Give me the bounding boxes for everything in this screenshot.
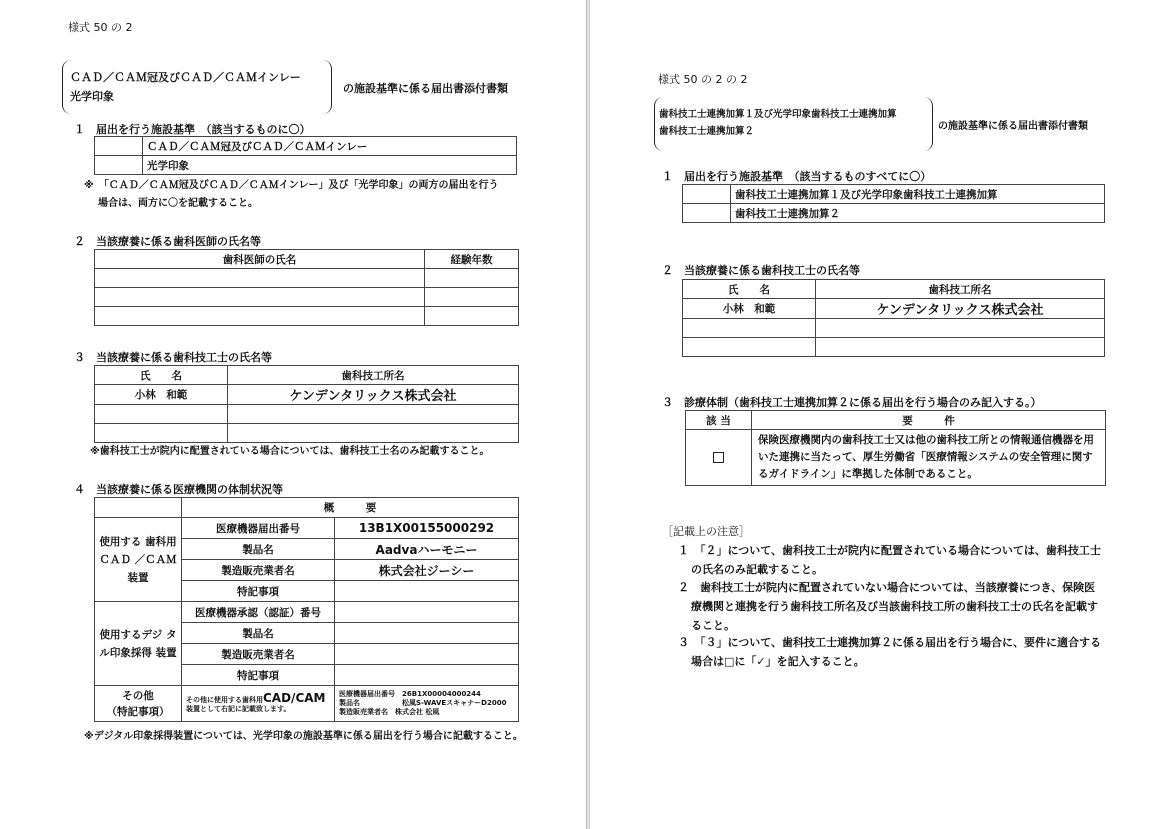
- notes-heading: ［記載上の注意］: [662, 525, 750, 538]
- s4-other-label: [95, 686, 182, 722]
- s4-label: 製造販売業者名: [182, 560, 335, 581]
- s3-header-name: 氏 名: [95, 366, 228, 385]
- s2-header-name: 氏 名: [683, 280, 816, 299]
- s3-lab-name: ケンデンタリックス株式会社: [228, 385, 519, 405]
- s3-technician-name: 小林 和範: [95, 385, 228, 405]
- s4-other-label2: （特記事項）: [106, 705, 170, 718]
- s4-value[interactable]: [335, 665, 519, 686]
- s3-table: [94, 365, 519, 443]
- s4-value[interactable]: [335, 623, 519, 644]
- note-2-text: ２ 歯科技工士が院内に配置されていない場合については、当該療養につき、保険医療機関と連携を行う歯科技工所名及び当該歯科技工所の歯科技工士の氏名を記載すること。: [678, 581, 1098, 632]
- table-cell[interactable]: [816, 319, 1105, 338]
- s4-other-mid-prefix: その他に使用する歯科用: [186, 695, 263, 704]
- s4-other-right-line2: 製品名 松風S-WAVEスキャナーD2000: [339, 699, 507, 707]
- s3-header-applicable: 該 当: [686, 411, 752, 430]
- s4-header: 概 要: [182, 498, 519, 518]
- s4-label: 医療機器届出番号: [182, 518, 335, 539]
- note-3: [678, 633, 1106, 671]
- s1-row-addition2: 歯科技工士連携加算２: [731, 204, 1105, 223]
- s3-note: ※歯科技工士が院内に配置されている場合については、歯科技工士名のみ記載すること。: [90, 446, 490, 457]
- title-suffix: の施設基準に係る届出書添付書類: [343, 82, 508, 95]
- checkbox-icon[interactable]: [713, 452, 724, 463]
- s4-label: 特記事項: [182, 581, 335, 602]
- table-cell[interactable]: [95, 307, 425, 326]
- s4-other-mid-line2: 装置として右記に記載致します。: [186, 704, 291, 713]
- note-3-text: ３ 「３」について、歯科技工士連携加算２に係る届出を行う場合に、要件に適合する場合は□に「✓」を記入すること。: [678, 636, 1102, 668]
- s4-heading: ４ 当該療養に係る医療機関の体制状況等: [74, 483, 283, 496]
- s3-header-lab: 歯科技工所名: [228, 366, 519, 385]
- table-cell[interactable]: [228, 405, 519, 424]
- s4-value[interactable]: [335, 602, 519, 623]
- note-1-text: １ 「２」について、歯科技工士が院内に配置されている場合については、歯科技工士の氏名のみ記載すること。: [678, 544, 1101, 576]
- title-suffix: の施設基準に係る届出書添付書類: [938, 121, 1088, 132]
- s3-table: [685, 410, 1106, 486]
- table-cell[interactable]: [95, 269, 425, 288]
- s4-other-mid: [182, 686, 335, 722]
- s4-other-right: [335, 686, 519, 722]
- s4-group-cadcam: 使用する 歯科用ＣＡＤ ／ＣＡＭ装置: [95, 518, 182, 602]
- s2-header-years: 経験年数: [425, 250, 519, 269]
- s1-table: [682, 184, 1105, 223]
- s4-value[interactable]: [335, 644, 519, 665]
- s2-heading: ２ 当該療養に係る歯科医師の氏名等: [74, 235, 261, 248]
- s1-check-cell[interactable]: [95, 137, 143, 156]
- note-2: [678, 578, 1106, 635]
- s3-heading: ３ 診療体制（歯科技工士連携加算２に係る届出を行う場合のみ記入する。）: [662, 396, 1042, 409]
- table-cell[interactable]: [228, 424, 519, 443]
- s2-heading: ２ 当該療養に係る歯科技工士の氏名等: [662, 264, 860, 277]
- s4-table: [94, 497, 519, 722]
- s1-check-cell[interactable]: [683, 185, 731, 204]
- s2-table: [94, 249, 519, 326]
- s4-note: ※デジタル印象採得装置については、光学印象の施設基準に係る届出を行う場合に記載すること。: [84, 731, 523, 742]
- s2-technician-name: 小林 和範: [683, 299, 816, 319]
- s3-header-requirement: 要 件: [752, 411, 1106, 430]
- s4-value: 13B1X00155000292: [335, 518, 519, 539]
- title-bracket-line1: ＣＡＤ／ＣＡＭ冠及びＣＡＤ／ＣＡＭインレー: [70, 71, 301, 84]
- note-1: [678, 541, 1106, 579]
- s1-row-optical: 光学印象: [143, 156, 517, 175]
- form-number: 様式 50 の 2: [68, 21, 133, 34]
- s4-label: 特記事項: [182, 665, 335, 686]
- s4-value: Aadvaハーモニー: [335, 539, 519, 560]
- title-bracket-line1: 歯科技工士連携加算１及び光学印象歯科技工士連携加算: [659, 109, 897, 120]
- s2-header-name: 歯科医師の氏名: [95, 250, 425, 269]
- table-cell[interactable]: [425, 307, 519, 326]
- table-cell[interactable]: [683, 319, 816, 338]
- table-cell[interactable]: [95, 405, 228, 424]
- s1-heading: １ 届出を行う施設基準 （該当するものすべてに〇）: [662, 170, 932, 183]
- right-page: [590, 0, 1176, 829]
- s4-other-right-line3: 製造販売業者名 株式会社 松風: [339, 708, 440, 716]
- s4-label: 製品名: [182, 539, 335, 560]
- s3-heading: ３ 当該療養に係る歯科技工士の氏名等: [74, 351, 272, 364]
- s4-label: 製造販売業者名: [182, 644, 335, 665]
- title-bracket-line2: 歯科技工士連携加算２: [659, 126, 755, 137]
- s2-table: [682, 279, 1105, 357]
- left-page: [0, 0, 586, 829]
- s4-corner: [95, 498, 182, 518]
- s3-requirement-text: 保険医療機関内の歯科技工士又は他の歯科技工所との情報通信機器を用いた連携に当たって、厚生労働省「医療情報システムの安全管理に関するガイドライン」に準拠した体制であること。: [752, 430, 1106, 486]
- table-cell[interactable]: [95, 288, 425, 307]
- s4-label: 医療機器承認（認証）番号: [182, 602, 335, 623]
- table-cell[interactable]: [95, 424, 228, 443]
- s1-row-cadcam: ＣＡＤ／ＣＡＭ冠及びＣＡＤ／ＣＡＭインレー: [143, 137, 517, 156]
- s1-note-line1: ※ 「ＣＡＤ／ＣＡＭ冠及びＣＡＤ／ＣＡＭインレー」及び「光学印象」の両方の届出を行う: [84, 180, 499, 191]
- s4-label: 製品名: [182, 623, 335, 644]
- s1-check-cell[interactable]: [95, 156, 143, 175]
- s4-value: 株式会社ジーシー: [335, 560, 519, 581]
- s4-other-mid-cadcam: CAD/CAM: [263, 690, 326, 705]
- s1-table: [94, 136, 517, 175]
- s1-heading: １ 届出を行う施設基準 （該当するものに〇）: [74, 123, 311, 136]
- table-cell[interactable]: [683, 338, 816, 357]
- s4-value[interactable]: [335, 581, 519, 602]
- s1-row-addition1: 歯科技工士連携加算１及び光学印象歯科技工士連携加算: [731, 185, 1105, 204]
- s2-lab-name: ケンデンタリックス株式会社: [816, 299, 1105, 319]
- title-bracket-line2: 光学印象: [70, 90, 114, 103]
- table-cell[interactable]: [425, 288, 519, 307]
- table-cell[interactable]: [816, 338, 1105, 357]
- s1-note-line2: 場合は、両方に〇を記載すること。: [98, 198, 258, 209]
- s1-check-cell[interactable]: [683, 204, 731, 223]
- s3-checkbox-cell[interactable]: [686, 430, 752, 486]
- s4-other-right-line1: 医療機器届出番号 26B1X00004000244: [339, 690, 481, 698]
- form-number: 様式 50 の 2 の 2: [658, 73, 748, 86]
- s4-group-digital: 使用するデジ タル印象採得 装置: [95, 602, 182, 686]
- table-cell[interactable]: [425, 269, 519, 288]
- s4-other-label1: その他: [122, 689, 154, 702]
- s2-header-lab: 歯科技工所名: [816, 280, 1105, 299]
